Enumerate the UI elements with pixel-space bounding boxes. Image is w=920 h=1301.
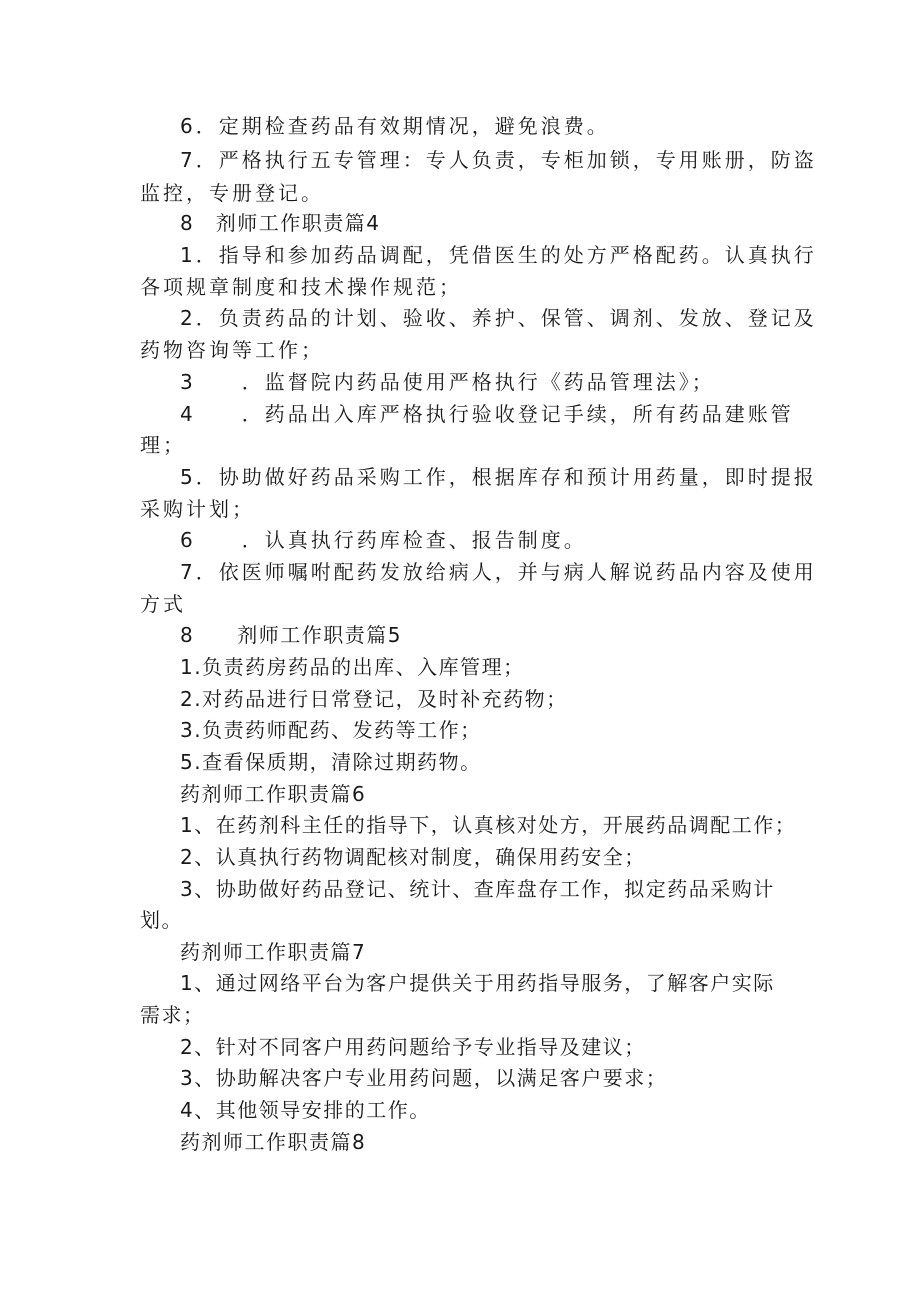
paragraph-line: 6．定期检查药品有效期情况，避免浪费。 (180, 114, 610, 138)
paragraph-line: 需求； (140, 1003, 205, 1027)
section-heading: 药剂师工作职责篇8 (180, 1130, 367, 1154)
section-heading: 药剂师工作职责篇7 (180, 940, 367, 964)
paragraph-line: 2.对药品进行日常登记，及时补充药物； (180, 687, 568, 711)
paragraph-line: 7．依医师嘱咐配药发放给病人，并与病人解说药品内容及使用 (180, 560, 817, 584)
paragraph-line: 监控，专册登记。 (140, 181, 324, 205)
paragraph-line: 3、协助做好药品登记、统计、查库盘存工作，拟定药品采购计 (180, 877, 775, 901)
paragraph-line: 4 ．药品出入库严格执行验收登记手续，所有药品建账管 (180, 402, 794, 426)
paragraph-line: 7．严格执行五专管理：专人负责，专柜加锁，专用账册，防盗 (180, 148, 817, 172)
paragraph-line: 2．负责药品的计划、验收、养护、保管、调剂、发放、登记及 (180, 306, 817, 330)
paragraph-line: 2、针对不同客户用药问题给予专业指导及建议； (180, 1035, 646, 1059)
paragraph-line: 6 ．认真执行药库检查、报告制度。 (180, 528, 587, 552)
paragraph-line: 2、认真执行药物调配核对制度，确保用药安全； (180, 845, 646, 869)
paragraph-line: 3 ．监督院内药品使用严格执行《药品管理法》； (180, 370, 715, 394)
paragraph-line: 1、在药剂科主任的指导下，认真核对处方，开展药品调配工作； (180, 813, 797, 837)
paragraph-line: 各项规章制度和技术操作规范； (140, 275, 462, 299)
paragraph-line: 3.负责药师配药、发药等工作； (180, 718, 482, 742)
paragraph-line: 理； (140, 433, 186, 457)
paragraph-line: 1．指导和参加药品调配，凭借医生的处方严格配药。认真执行 (180, 243, 817, 267)
paragraph-line: 5．协助做好药品采购工作，根据库存和预计用药量，即时提报 (180, 465, 817, 489)
paragraph-line: 1.负责药房药品的出库、入库管理； (180, 655, 525, 679)
section-heading: 8 剂师工作职责篇5 (180, 623, 402, 647)
paragraph-line: 5.查看保质期，清除过期药物。 (180, 750, 482, 774)
paragraph-line: 4、其他领导安排的工作。 (180, 1098, 431, 1122)
paragraph-line: 1、通过网络平台为客户提供关于用药指导服务，了解客户实际 (180, 971, 775, 995)
paragraph-line: 药物咨询等工作； (140, 338, 324, 362)
paragraph-line: 方式 (140, 592, 186, 616)
paragraph-line: 划。 (140, 908, 183, 932)
section-heading: 8 剂师工作职责篇4 (180, 211, 381, 235)
section-heading: 药剂师工作职责篇6 (180, 782, 367, 806)
paragraph-line: 采购计划； (140, 497, 255, 521)
paragraph-line: 3、协助解决客户专业用药问题，以满足客户要求； (180, 1066, 668, 1090)
